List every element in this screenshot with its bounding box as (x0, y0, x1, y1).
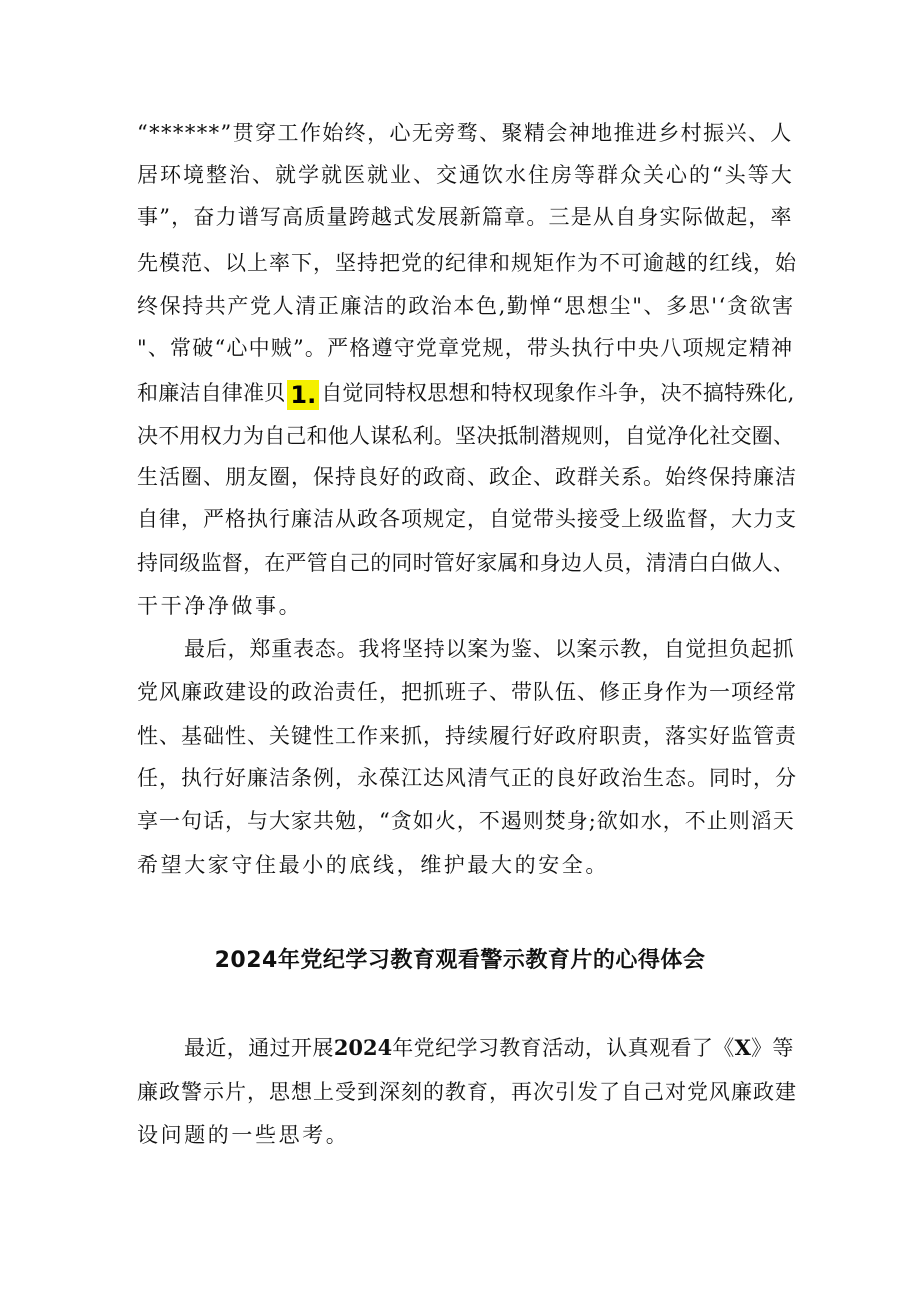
paragraph-line: 持同级监督，在严管自己的同时管好家属和身边人员，清清白白做人、 (137, 551, 795, 575)
line-text: 最近，通过开展 (184, 1036, 334, 1060)
line-text-before-marker: 和廉洁自律准贝 (137, 381, 286, 405)
paragraph-line: 事”，奋力谱写高质量跨越式发展新篇章。三是从自身实际做起，率 (137, 205, 793, 229)
section-heading: 2024年党纪学习教育观看警示教育片的心得体会 (214, 948, 706, 973)
line-text: 年党纪学习教育活动，认真观看了《 (392, 1036, 735, 1060)
film-title-placeholder: X (734, 1035, 751, 1060)
paragraph-line: 先模范、以上率下，坚持把党的纪律和规矩作为不可逾越的红线，始 (137, 251, 797, 275)
paragraph-line: 希望大家守住最小的底线，维护最大的安全。 (137, 853, 609, 877)
paragraph-line: 党风廉政建设的政治责任，把抓班子、带队伍、修正身作为一项经常 (137, 680, 797, 704)
paragraph-line: 生活圈、朋友圈，保持良好的政商、政企、政群关系。始终保持廉洁 (137, 465, 797, 489)
paragraph-line: "、常破“心中贼”。严格遵守党章党规，带头执行中央八项规定精神 (137, 336, 794, 360)
paragraph-line: 设问题的一些思考。 (137, 1123, 350, 1147)
line-text: 》等 (750, 1036, 794, 1060)
paragraph-line: 自律，严格执行廉洁从政各项规定，自觉带头接受上级监督，大力支 (137, 507, 797, 531)
paragraph-line: 终保持共产党人清正廉洁的政治本色,勤惮“思想尘"、多思'‘贪欲害 (137, 294, 795, 318)
paragraph-line: 最后，郑重表态。我将坚持以案为鉴、以案示教，自觉担负起抓 (184, 637, 795, 661)
line-text-after-marker: 自觉同特权思想和特权现象作斗争，决不搞特殊化, (321, 381, 795, 405)
paragraph-line (184, 1036, 797, 1060)
paragraph-line: “******”贯穿工作始终，心无旁骛、聚精会神地推进乡村振兴、人 (137, 121, 793, 145)
highlight-number-marker: 1. (287, 380, 319, 410)
paragraph-line: 干干净净做事。 (137, 594, 303, 618)
paragraph-line-with-marker (137, 380, 797, 410)
paragraph-line: 廉政警示片，思想上受到深刻的教育，再次引发了自己对党风廉政建 (137, 1080, 797, 1104)
paragraph-line: 任，执行好廉洁条例，永葆江达风清气正的良好政治生态。同时，分 (137, 766, 797, 790)
paragraph-line: 决不用权力为自己和他人谋私利。坚决抵制潜规则，自觉净化社交圈、 (137, 424, 795, 448)
paragraph-line: 居环境整治、就学就医就业、交通饮水住房等群众关心的“头等大 (137, 163, 794, 187)
paragraph-line: 性、基础性、关键性工作来抓，持续履行好政府职责，落实好监管责 (137, 724, 797, 748)
year-number: 2024 (333, 1035, 393, 1060)
paragraph-line: 享一句话，与大家共勉，“贪如火，不遏则焚身;欲如水，不止则滔天 (137, 809, 795, 833)
